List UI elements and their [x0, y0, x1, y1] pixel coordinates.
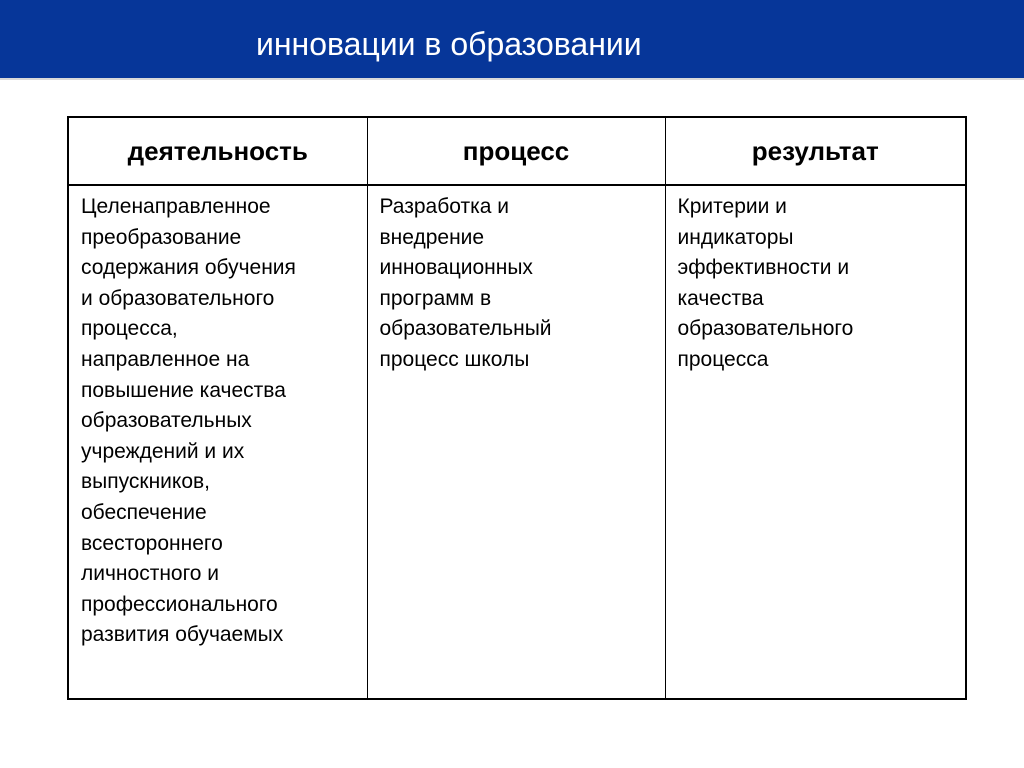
cell-result-text: Критерии и индикаторы эффективности и качества образовательного процесса	[677, 195, 854, 371]
cell-process	[367, 185, 665, 699]
table-row	[68, 185, 966, 699]
header-process: процесс	[367, 117, 665, 185]
table-header-row	[68, 117, 966, 185]
cell-result	[665, 185, 966, 699]
cell-activity-text: Целенаправленное преобразование содержания обучения и образовательного процесса, направленное на повышение качества образовательных учреждений и их выпускников, обеспечение всестороннего личностного и профессионального развития обучаемых	[81, 195, 296, 647]
slide-title: инновации в образовании	[256, 26, 642, 62]
header-activity: деятельность	[68, 117, 367, 185]
cell-process-text: Разработка и внедрение инновационных программ в образовательный процесс школы	[379, 195, 552, 371]
innovation-table	[67, 116, 967, 700]
title-bar	[0, 0, 1024, 80]
cell-activity	[68, 185, 367, 699]
header-result: результат	[665, 117, 966, 185]
